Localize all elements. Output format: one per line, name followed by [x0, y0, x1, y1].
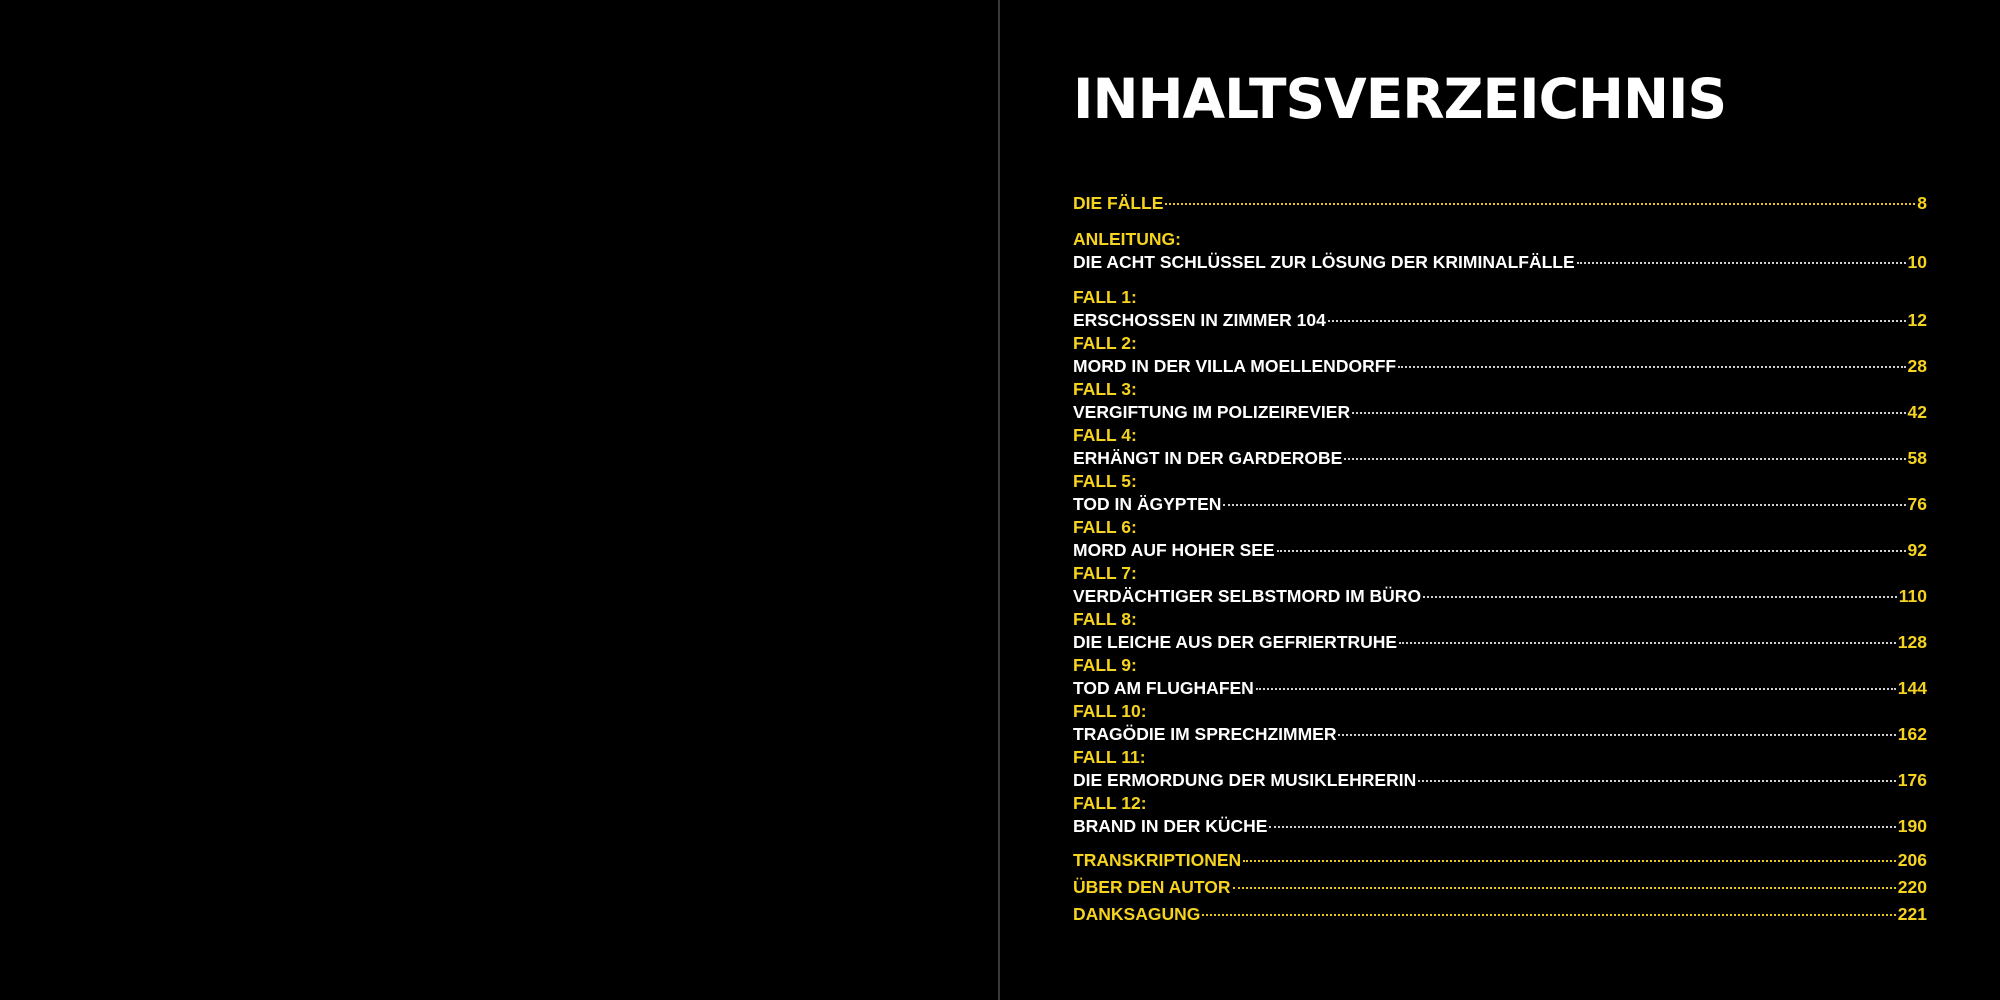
toc-page-number: 92 — [1907, 540, 1927, 560]
dot-leader — [1344, 458, 1905, 460]
toc-entry-title: TOD AM FLUGHAFEN — [1073, 678, 1254, 698]
dot-leader — [1243, 860, 1896, 862]
toc-entry-fall-3[interactable] — [1073, 378, 1927, 424]
toc-entry-label: FALL 10: — [1073, 701, 1147, 721]
toc-entry-fall-10[interactable] — [1073, 700, 1927, 746]
toc-entry-fall-2[interactable] — [1073, 332, 1927, 378]
toc-entry-fall-8[interactable] — [1073, 608, 1927, 654]
toc-entry-fall-5[interactable] — [1073, 470, 1927, 516]
toc-entry-fall-4[interactable] — [1073, 424, 1927, 470]
toc-page-number: 110 — [1898, 586, 1927, 606]
toc-entry-fall-6[interactable] — [1073, 516, 1927, 562]
toc-entry-label: FALL 1: — [1073, 287, 1137, 307]
toc-entry-title: DIE LEICHE AUS DER GEFRIERTRUHE — [1073, 632, 1398, 652]
toc-entry-title: BRAND IN DER KÜCHE — [1073, 816, 1268, 836]
toc-page-number: 10 — [1907, 252, 1927, 272]
toc-entry-label: FALL 12: — [1073, 793, 1147, 813]
toc-entry-label: FALL 5: — [1073, 471, 1137, 491]
toc-entry-title: DIE ACHT SCHLÜSSEL ZUR LÖSUNG DER KRIMINALFÄLLE — [1073, 252, 1575, 272]
toc-entry-title: VERDÄCHTIGER SELBSTMORD IM BÜRO — [1073, 586, 1422, 606]
toc-page-number: 8 — [1917, 193, 1927, 213]
dot-leader — [1277, 550, 1906, 552]
table-of-contents — [1073, 192, 1927, 926]
dot-leader — [1423, 596, 1897, 598]
toc-entry-title: MORD AUF HOHER SEE — [1073, 540, 1275, 560]
toc-entry-fall-12[interactable] — [1073, 792, 1927, 838]
toc-page-number: 128 — [1897, 632, 1927, 652]
toc-page-number: 58 — [1907, 448, 1927, 468]
toc-page-number: 162 — [1897, 724, 1927, 744]
toc-page-number: 28 — [1907, 356, 1927, 376]
toc-entry-label: FALL 9: — [1073, 655, 1137, 675]
toc-entry-title: DIE ERMORDUNG DER MUSIKLEHRERIN — [1073, 770, 1417, 790]
toc-entry-fall-11[interactable] — [1073, 746, 1927, 792]
right-page — [1000, 0, 2000, 1000]
toc-entry-title: TRANSKRIPTIONEN — [1073, 850, 1242, 870]
toc-page-number: 176 — [1897, 770, 1927, 790]
toc-page-number: 144 — [1897, 678, 1927, 698]
page-title: INHALTSVERZEICHNIS — [1073, 67, 1727, 131]
toc-entry-title: ÜBER DEN AUTOR — [1073, 877, 1231, 897]
dot-leader — [1223, 504, 1905, 506]
toc-page-number: 221 — [1897, 904, 1927, 924]
dot-leader — [1165, 203, 1915, 205]
toc-entry-title: DIE FÄLLE — [1073, 193, 1164, 213]
toc-entry-ueber-den-autor[interactable] — [1073, 876, 1927, 899]
toc-entry-die-faelle[interactable] — [1073, 192, 1927, 215]
dot-leader — [1269, 826, 1895, 828]
toc-entry-title: ERSCHOSSEN IN ZIMMER 104 — [1073, 310, 1326, 330]
toc-entry-label: FALL 11: — [1073, 747, 1146, 767]
toc-entry-transkriptionen[interactable] — [1073, 849, 1927, 872]
toc-page-number: 12 — [1907, 310, 1927, 330]
toc-page-number: 206 — [1897, 850, 1927, 870]
dot-leader — [1256, 688, 1896, 690]
toc-entry-fall-7[interactable] — [1073, 562, 1927, 608]
dot-leader — [1202, 914, 1895, 916]
toc-page-number: 220 — [1897, 877, 1927, 897]
toc-entry-label: FALL 3: — [1073, 379, 1137, 399]
toc-entry-fall-9[interactable] — [1073, 654, 1927, 700]
toc-entry-fall-1[interactable] — [1073, 286, 1927, 332]
toc-entry-label: FALL 4: — [1073, 425, 1137, 445]
toc-entry-title: ERHÄNGT IN DER GARDEROBE — [1073, 448, 1343, 468]
dot-leader — [1352, 412, 1905, 414]
toc-entry-label: FALL 8: — [1073, 609, 1137, 629]
dot-leader — [1233, 887, 1896, 889]
left-page — [0, 0, 998, 1000]
toc-page-number: 76 — [1907, 494, 1927, 514]
toc-entry-label: ANLEITUNG: — [1073, 229, 1181, 249]
toc-entry-title: DANKSAGUNG — [1073, 904, 1201, 924]
toc-entry-anleitung[interactable] — [1073, 228, 1927, 274]
toc-page-number: 42 — [1907, 402, 1927, 422]
toc-entry-danksagung[interactable] — [1073, 903, 1927, 926]
dot-leader — [1418, 780, 1896, 782]
dot-leader — [1328, 320, 1906, 322]
toc-page-number: 190 — [1897, 816, 1927, 836]
toc-entry-title: TOD IN ÄGYPTEN — [1073, 494, 1222, 514]
toc-entry-title: MORD IN DER VILLA MOELLENDORFF — [1073, 356, 1397, 376]
dot-leader — [1338, 734, 1895, 736]
dot-leader — [1577, 262, 1906, 264]
toc-entry-label: FALL 2: — [1073, 333, 1137, 353]
toc-entry-title: TRAGÖDIE IM SPRECHZIMMER — [1073, 724, 1337, 744]
toc-entry-label: FALL 7: — [1073, 563, 1137, 583]
dot-leader — [1398, 366, 1905, 368]
toc-entry-label: FALL 6: — [1073, 517, 1137, 537]
dot-leader — [1399, 642, 1896, 644]
toc-entry-title: VERGIFTUNG IM POLIZEIREVIER — [1073, 402, 1351, 422]
